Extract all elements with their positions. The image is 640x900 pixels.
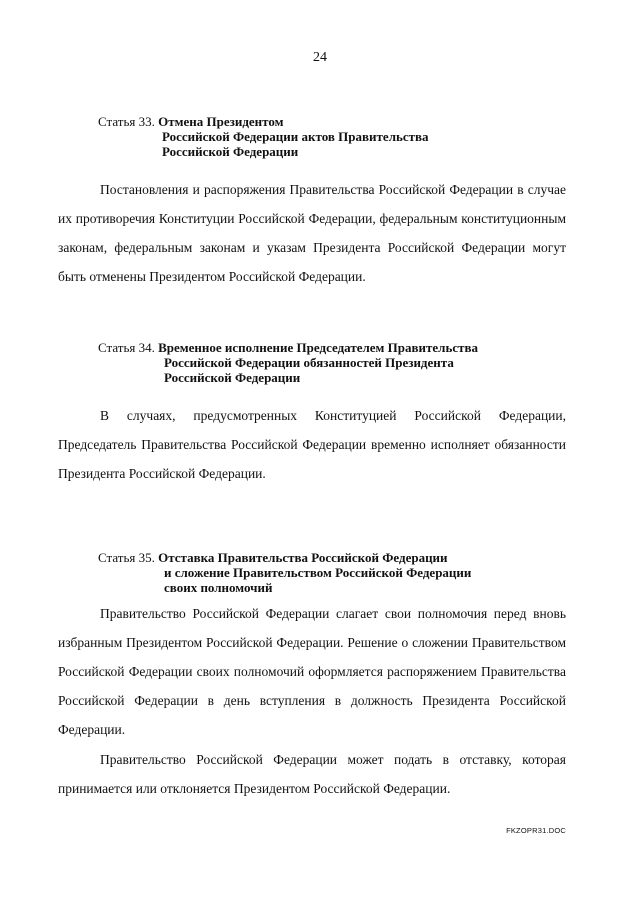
footer-file-code: FKZOPR31.DOC: [506, 826, 566, 835]
article-35-paragraph: Правительство Российской Федерации слагает свои полномочия перед вновь избранным Президентом Российской Федерации. Решение о сложении Правительством Российской Федерации своих полномочий оформляется распоряжением Правительства Российской Федерации в день вступления в должность Президента Российской Федерации.: [58, 606, 566, 737]
article-35-paragraph: Правительство Российской Федерации может подать в отставку, которая принимается или отклоняется Президентом Российской Федерации.: [58, 752, 566, 796]
article-34-prefix: Статья 34.: [98, 340, 155, 355]
article-33-title-block: [158, 114, 283, 129]
article-33-heading: [98, 114, 429, 159]
article-33-title-line: Российской Федерации актов Правительства: [162, 129, 429, 144]
page-number: 24: [313, 50, 327, 65]
article-35-title-line: своих полномочий: [164, 580, 273, 595]
article-35-title-line: Отставка Правительства Российской Федерации: [158, 550, 448, 565]
article-34-title-line: Российской Федерации обязанностей Президента: [164, 355, 454, 370]
article-35-prefix: Статья 35.: [98, 550, 155, 565]
article-33-title-line: Российской Федерации: [162, 144, 299, 159]
article-34-heading: [98, 340, 478, 385]
article-34-title-line: Временное исполнение Председателем Правительства: [158, 340, 479, 355]
article-33-title-line: Отмена Президентом: [158, 114, 284, 129]
article-33-prefix: Статья 33.: [98, 114, 155, 129]
article-34-title-line: Российской Федерации: [164, 370, 301, 385]
article-33-paragraph: Постановления и распоряжения Правительства Российской Федерации в случае их противоречия Конституции Российской Федерации, федеральным конституционным законам, федеральным законам и указам Президента Российской Федерации могут быть отменены Президентом Российской Федерации.: [58, 182, 566, 284]
article-35-title-line: и сложение Правительством Российской Федерации: [164, 565, 472, 580]
article-35-heading: [98, 550, 471, 595]
article-34-paragraph: В случаях, предусмотренных Конституцией Российской Федерации, Председатель Правительства Российской Федерации временно исполняет обязанности Президента Российской Федерации.: [58, 408, 566, 481]
